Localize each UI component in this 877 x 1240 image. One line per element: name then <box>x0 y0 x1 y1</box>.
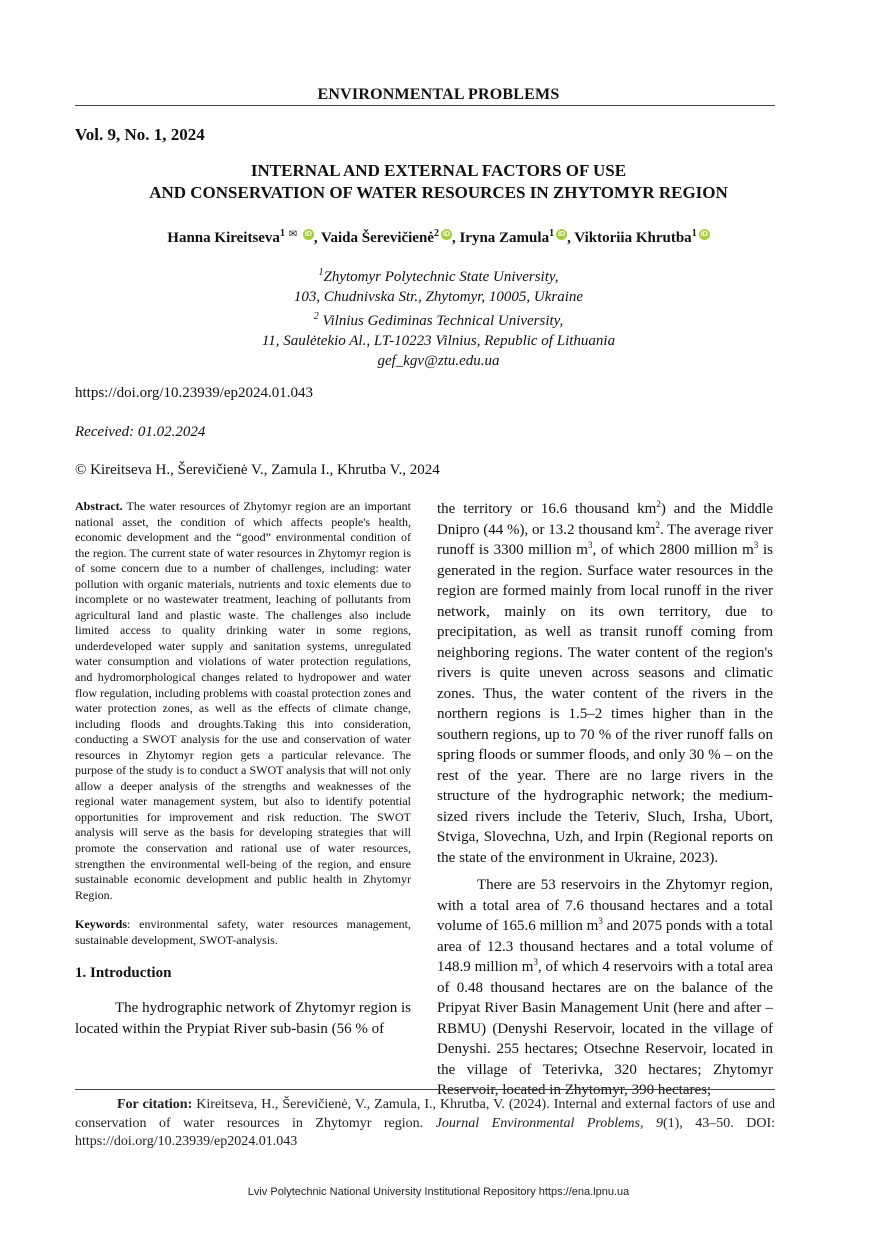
right-column <box>437 499 773 1101</box>
affiliation-1: $^1$Zhytomyr Polytechnic State University, <box>318 267 559 285</box>
received-date: Received: 01.02.2024 <box>75 424 206 440</box>
author-name: Hanna Kireitseva <box>167 230 280 246</box>
author-affil-sup: 2 <box>433 228 439 239</box>
repository-footer[interactable]: Lviv Polytechnic National University Institutional Repository https://ena.lpnu.ua <box>247 1186 630 1198</box>
author-affil-sup: 1 <box>549 228 555 239</box>
author-affil-sup: 1 <box>691 228 697 239</box>
keywords-text: : environmental safety, water resources management, sustainable development, SWOT-analysis. <box>75 917 411 947</box>
affiliation-1-address: 103, Chudnivska Str., Zhytomyr, 10005, Ukraine <box>293 289 584 305</box>
journal-header: ENVIRONMENTAL PROBLEMS <box>317 86 560 103</box>
affiliations <box>75 263 802 371</box>
corresponding-email[interactable]: gef_kgv@ztu.edu.ua <box>377 353 500 369</box>
mail-icon[interactable]: ✉ <box>288 229 298 240</box>
orcid-icon[interactable]: iD <box>700 231 708 238</box>
body-paragraph-1: the territory or 16.6 thousand $km^2$) and the Middle Dnipro (44 %), or 13.2 thousand $km^2$. The average river runoff is 3300 million $m^3$, of which 2800 million $m^3$ is generated in the region. Surface water resources in the region are formed mainly from local runoff in the river network, mainly on its own territory, due to precipitation, as well as transit runoff coming from neighboring regions. The water content of the region's rivers is quite uneven across seasons and climatic zones. Thus, the water content of the rivers in the northern regions is 1.5–2 times higher than in the southern regions, up to 70 % of the river runoff falls on spring floods or summer floods, and only 30 % – on the rest of the year. There are no large rivers in the structure of the hydrographic network; the medium-sized rivers include the Teteriv, Sluch, Irsha, Ubort, Stviga, Slovechna, Uzh, and Irpin (Regional reports on the state of the environment in Ukraine, 2023). <box>437 499 774 866</box>
keywords <box>75 917 411 948</box>
copyright-line: © Kireitseva H., Šerevičienė V., Zamula I., Khrutba V., 2024 <box>75 462 440 478</box>
footer-rule <box>75 1089 775 1090</box>
citation-label: For citation: <box>117 1097 193 1112</box>
section-heading: 1. Introduction <box>75 965 172 982</box>
journal-volume: 9 <box>655 1115 663 1131</box>
orcid-icon[interactable]: iD <box>442 231 450 238</box>
volume-info: Vol. 9, No. 1, 2024 <box>75 125 205 144</box>
author-name: , Vaida Šerevičienė <box>313 230 434 246</box>
citation-block: For citation: Kireitseva, H., Šerevičienė, V., Zamula, I., Khrutba, V. (2024). Internal and external factors of use and conservation of water resources in Zhytomyr region. Journal Environmental Problems, 9(1), 43–50. DOI: https://doi.org/10.23939/ep2024.01.043 <box>75 1097 776 1149</box>
orcid-icon[interactable]: iD <box>558 231 566 238</box>
affiliation-2-address: 11, Saulėtekio Al., LT-10223 Vilnius, Republic of Lithuania <box>261 333 616 349</box>
paper-title <box>75 160 802 204</box>
title-line-2: AND CONSERVATION OF WATER RESOURCES IN ZHYTOMYR REGION <box>149 183 728 202</box>
author-affil-sup: 1 <box>279 228 285 239</box>
intro-paragraph: The hydrographic network of Zhytomyr region is located within the Prypiat River sub-basin (56 % of <box>75 1000 411 1037</box>
body-paragraph-2: There are 53 reservoirs in the Zhytomyr region, with a total area of 7.6 thousand hectares and a total volume of 165.6 million $m^3$ and 2075 ponds with a total area of 12.3 thousand hectares and a total volume of 148.9 million $m^3$, of which 4 reservoirs with a total area of 0.48 thousand hectares are on the balance of the Pripyat River Basin Management Unit (here and after – RBMU) (Denyshi Reservoir, located in the village of Denyshi. 255 hectares; Otsechne Reservoir, located in the village of Teterivka, 320 hectares; Zhytomyr Reservoir, located in Zhytomyr, 390 hectares; <box>437 877 773 1098</box>
author-list <box>75 228 802 247</box>
header-rule <box>75 105 775 106</box>
author-name: , Iryna Zamula <box>451 230 550 246</box>
author-name: , Viktoriia Khrutba <box>567 230 692 246</box>
title-line-1: INTERNAL AND EXTERNAL FACTORS OF USE <box>250 161 627 180</box>
left-column <box>75 499 411 1039</box>
affiliation-2: $^2$ Vilnius Gediminas Technical University, <box>313 311 564 329</box>
abstract <box>75 499 411 903</box>
doi-link[interactable]: https://doi.org/10.23939/ep2024.01.043 <box>75 385 314 401</box>
abstract-label: Abstract. <box>75 499 123 513</box>
abstract-text: The water resources of Zhytomyr region are an important national asset, the condition of which affects people's health, economic development and the “good” environmental condition of the region. The current state of water resources in Zhytomyr region is of some concern due to a number of challenges, including: water pollution with organic materials, nutrients and toxic elements due to incomplete or no wastewater treatment, leaching of pollutants from agricultural land and plastic waste. The challenges also include limited access to quality drinking water in some regions, underdeveloped water supply and sanitation systems, unregulated water consumption and violations of water protection regulations, and hydromorphological changes related to hydropower and water flow regulation, including problems with coastal protection zones and water protection zones, as well as the effects of climate change, including floods and droughts.Taking this into consideration, conducting a SWOT analysis for the use and conservation of water resources in Zhytomyr region gets a particular relevance. The purpose of the study is to conduct a SWOT analysis that will not only allow a deeper analysis of the strengths and weaknesses of the regional water management system, but also to identify potential opportunities for improvement and risk reduction. The SWOT analysis will serve as the basis for developing strategies that will promote the conservation and rational use of water resources, strengthen the environmental well-being of the region, and ensure sustainable economic development and public health in Zhytomyr Region. <box>75 499 411 902</box>
orcid-icon[interactable]: iD <box>304 231 312 238</box>
keywords-label: Keywords <box>75 917 127 932</box>
journal-name: Journal Environmental Problems <box>435 1115 640 1131</box>
